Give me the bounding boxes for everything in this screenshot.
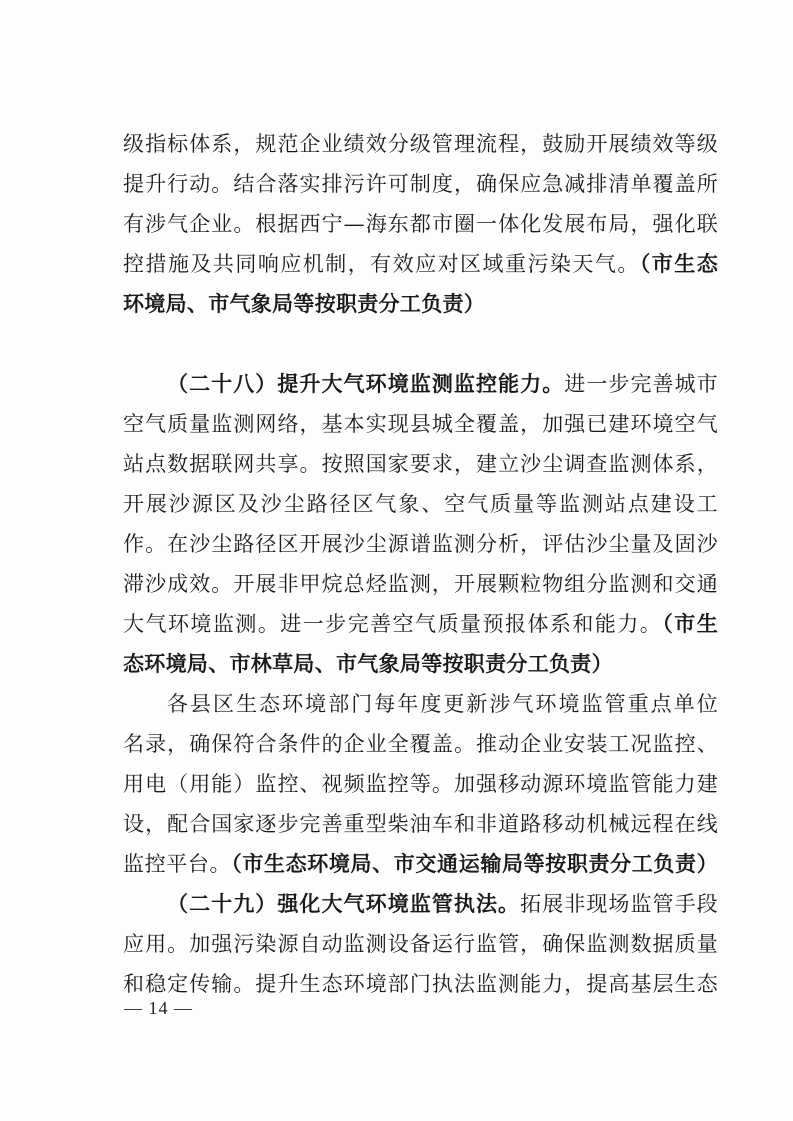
text-line: 设，配合国家逐步完善重型柴油车和非道路移动机械远程在线 (123, 812, 718, 836)
text-line: 有涉气企业。根据西宁—海东都市圈一体化发展布局，强化联 (123, 212, 718, 236)
responsibility-note: 态环境局、市林草局、市气象局等按职责分工负责） (123, 652, 613, 676)
responsibility-note: 环境局、市气象局等按职责分工负责） (123, 292, 486, 316)
section-heading (123, 324, 718, 364)
responsibility-note: （市生态 (639, 252, 719, 276)
text-span: 大气环境监测。进一步完善空气质量预报体系和能力。 (123, 612, 663, 636)
text-line: 应用。加强污染源自动监测设备运行监管，确保监测数据质量 (123, 932, 718, 956)
text-line: 空气质量监测网络，基本实现县城全覆盖，加强已建环境空气 (123, 412, 718, 436)
responsibility-note: （市生态环境局、市交通运输局等按职责分工负责） (231, 852, 718, 876)
text-span: 拓展非现场监管手段 (520, 892, 718, 916)
text-line: 用电（用能）监控、视频监控等。加强移动源环境监管能力建 (123, 772, 718, 796)
text-line (123, 844, 718, 884)
text-span: 进一步完善城市 (564, 372, 718, 396)
document-body (123, 124, 718, 1004)
text-span: 监控平台。 (123, 852, 232, 876)
text-line (123, 364, 718, 404)
responsibility-note: （市生 (662, 612, 719, 636)
item-title: （二十九）强化大气环境监管执法。 (167, 892, 521, 916)
text-line: 站点数据联网共享。按照国家要求，建立沙尘调查监测体系， (123, 452, 718, 476)
text-line (123, 244, 718, 284)
text-span: 控措施及共同响应机制，有效应对区域重污染天气。 (123, 252, 640, 276)
text-line: 开展沙源区及沙尘路径区气象、空气质量等监测站点建设工 (123, 492, 718, 516)
text-line (123, 884, 718, 924)
text-line: 提升行动。结合落实排污许可制度，确保应急减排清单覆盖所 (123, 172, 718, 196)
text-line: 级指标体系，规范企业绩效分级管理流程，鼓励开展绩效等级 (123, 132, 718, 156)
text-line: 作。在沙尘路径区开展沙尘源谱监测分析，评估沙尘量及固沙 (123, 532, 718, 556)
text-line: 滞沙成效。开展非甲烷总烃监测，开展颗粒物组分监测和交通 (123, 572, 718, 596)
text-line (123, 604, 718, 644)
text-line: 名录，确保符合条件的企业全覆盖。推动企业安装工况监控、 (123, 732, 718, 756)
text-line: 各县区生态环境部门每年度更新涉气环境监管重点单位 (167, 692, 718, 716)
item-title: （二十八）提升大气环境监测监控能力。 (167, 372, 565, 396)
page-number: — 14 — (124, 998, 193, 1018)
text-line: 和稳定传输。提升生态环境部门执法监测能力，提高基层生态 (123, 972, 718, 996)
